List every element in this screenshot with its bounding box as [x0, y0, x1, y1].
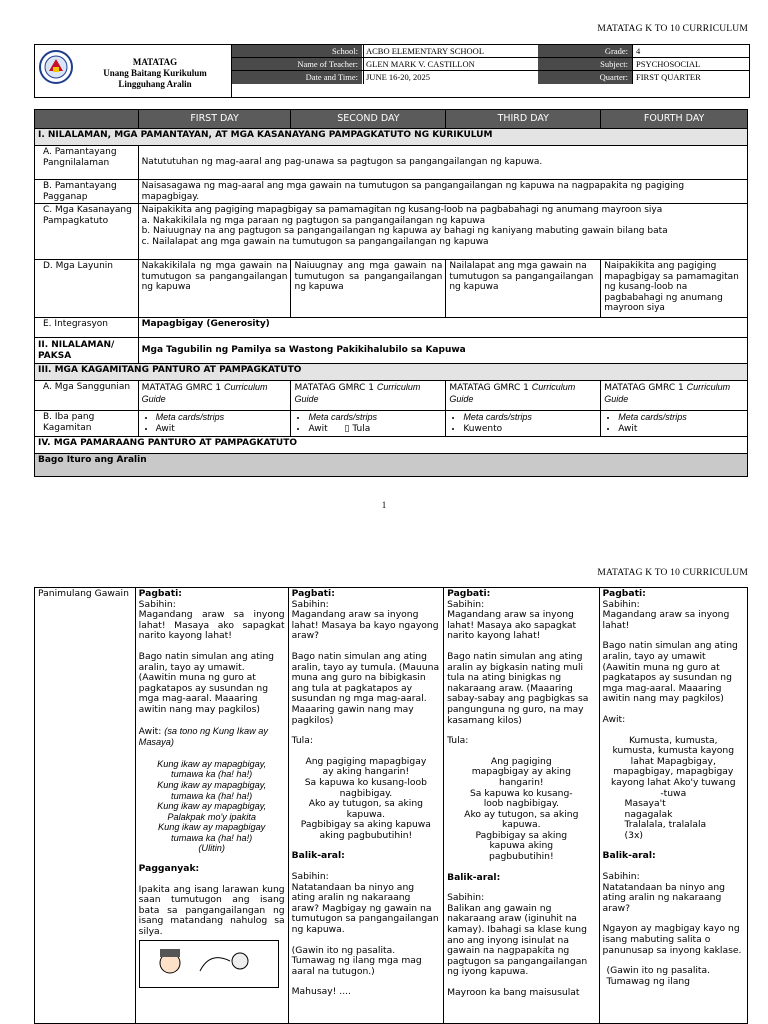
poem-line: Sa kapuwa ko kusang-loob	[304, 776, 427, 788]
grade-label: Grade:	[538, 45, 632, 57]
say-label: Sabihin:	[602, 871, 640, 883]
lyric-line: tumawa ka (ha! ha!)	[171, 769, 253, 780]
poem-line: Ang pagiging mapagbigay	[305, 755, 427, 767]
song-lyrics	[139, 759, 285, 854]
reference-suffix: Curriculum Guide	[294, 382, 421, 404]
lyric-line: kayong lahat Ako'y tuwang	[610, 776, 736, 788]
materials-day-2	[291, 411, 446, 437]
review-text: Natatandaan ba ninyo ang ating aralin ng nakaraang araw? Magbigay ng gawain na tumutugon sa pangangailangan ng kapuwa.	[291, 881, 439, 936]
say-label: Sabihin:	[291, 871, 329, 883]
row-label-other-materials: B. Iba pang Kagamitan	[35, 411, 139, 437]
song-lyrics	[603, 736, 744, 800]
poem-line: aking pagbubutihin!	[319, 829, 413, 841]
lyric-line: mapagbigay, mapagbigay	[613, 766, 734, 778]
section-1-heading: I. NILALAMAN, MGA PAMANTAYAN, AT MGA KASANAYANG PAMPAGKATUTO NG KURIKULUM	[35, 129, 748, 146]
competency-line: a. Nakakikilala ng mga paraan ng pagtugon sa pangangailangan ng kapuwa	[141, 215, 486, 226]
reference-prefix: MATATAG GMRC 1	[604, 383, 684, 393]
poem-line: mapagbigay ay aking	[471, 766, 571, 778]
curriculum-header: MATATAG K TO 10 CURRICULUM	[597, 568, 748, 578]
reference-day-1	[138, 381, 291, 411]
greeting-heading: Pagbati:	[138, 588, 182, 599]
instruction-note: (Gawin ito ng pasalita. Tumawag ng ilang	[606, 965, 711, 987]
material-text: Tula	[352, 423, 371, 434]
poem-lines	[292, 757, 440, 842]
material-item	[463, 412, 597, 424]
greeting-heading: Pagbati:	[602, 588, 646, 599]
reference-day-2	[291, 381, 446, 411]
say-label: Sabihin:	[291, 598, 329, 610]
activity-day-1	[135, 588, 288, 1024]
say-label: Sabihin:	[447, 598, 485, 610]
page-number: 1	[381, 500, 387, 510]
poem-line: pagbubutihin!	[488, 851, 554, 863]
day-header-4: FOURTH DAY	[601, 110, 748, 129]
materials-day-3	[446, 411, 601, 437]
lesson-header-table	[34, 44, 750, 98]
reference-day-4	[601, 381, 748, 411]
intro-text: Bago natin simulan ang ating aralin, tayo ay umawit (Aawitin muna ng guro at pagkatapos ay susundan ng mga mag-aaral. Maaaring awitin nang may pagkilos)	[602, 640, 738, 705]
lyric-line: -tuwa	[660, 787, 687, 799]
review-text: Balikan ang gawain ng nakaraang araw (iginuhit na kamay). Ibahagi sa klase kung ano ang inyong isinulat na gawain na nagpapakita ng pagtugon sa pangangailangan ng iyong kapuwa.	[447, 902, 588, 978]
row-label-b: B. Pamantayang Pagganap	[35, 180, 139, 204]
poem-line: kapuwa aking	[489, 840, 554, 852]
review-text-2: Ngayon ay magbigay kayo ng isang mabuting salita o panunusap sa inyong kaklase.	[602, 923, 742, 956]
lyric-line: (3x)	[624, 829, 643, 841]
poem-line: ay aking hangarin!	[322, 766, 410, 778]
teacher-label: Name of Teacher:	[232, 58, 362, 70]
say-label: Sabihin:	[602, 598, 640, 610]
greeting-heading: Pagbati:	[447, 588, 491, 599]
quarter-value: FIRST QUARTER	[632, 71, 750, 84]
reference-suffix: Curriculum Guide	[141, 382, 268, 404]
objective-day-3: Nailalapat ang mga gawain na tumutugon sa pangangailangan ng kapuwa	[446, 260, 601, 318]
row-label-a: A. Pamantayang Pangnilalaman	[35, 146, 139, 180]
song-heading	[139, 726, 285, 749]
material-item: • Awit	[156, 424, 288, 435]
reference-suffix: Curriculum Guide	[604, 382, 731, 404]
lyric-line: tumawa ka (ha! ha!)	[171, 790, 253, 801]
greeting-text: Magandang araw sa inyong lahat! Masaya ako sapagkat narito kayong lahat!	[138, 609, 285, 642]
material-text: Meta cards/strips	[463, 412, 532, 422]
poem-line: Pagbibigay sa aking	[475, 829, 568, 841]
title-line-2: Unang Baitang Kurikulum	[103, 68, 207, 78]
competency-line: Naipakikita ang pagiging mapagbigay sa pamamagitan ng kusang-loob na pagbabahagi ng anumang mayroon siya	[141, 205, 663, 215]
intro-text: Bago natin simulan ang ating aralin, tayo ay tumula. (Mauuna muna ang guro na bibigkasin ang tula at pagkatapos ay susundan ng mga mag-aaral. Maaaring gawin nang may pagkilos)	[291, 650, 440, 726]
poem-label: Tula:	[291, 735, 313, 747]
poem-line: loob nagbibigay.	[483, 798, 559, 810]
lyric-line: kumusta, kumusta kayong	[612, 745, 735, 757]
review-text: Natatandaan ba ninyo ang ating aralin ng nakaraang araw?	[602, 881, 726, 914]
song-label: Awit:	[138, 725, 162, 737]
activity-day-3	[444, 588, 599, 1024]
material-item: • Kuwento	[463, 424, 597, 435]
poem-lines	[447, 757, 595, 863]
blank-corner	[35, 110, 139, 129]
row-label-e: E. Integrasyon	[35, 318, 139, 338]
greeting-text: Magandang araw sa inyong lahat! Masaya ako sapagkat narito kayong lahat!	[447, 609, 577, 642]
materials-day-1	[138, 411, 291, 437]
subject-label: Subject:	[538, 58, 632, 70]
title-line-1: MATATAG	[132, 57, 178, 67]
say-label: Sabihin:	[447, 892, 485, 904]
poem-line: Ang pagiging	[490, 755, 552, 767]
lyric-line: Palakpak mo'y ipakita	[167, 811, 256, 822]
review-heading: Balik-aral:	[447, 871, 501, 883]
row-label-introductory: Panimulang Gawain	[35, 588, 136, 1024]
quarter-label: Quarter:	[538, 71, 632, 84]
motivation-heading: Pagganyak:	[138, 863, 200, 875]
missing-glyph-icon: ▯	[344, 423, 350, 434]
objective-day-1: Nakakikilala ng mga gawain na tumutugon sa pangangailangan ng kapuwa	[138, 260, 291, 318]
review-heading: Balik-aral:	[291, 850, 345, 862]
section-3-heading: III. MGA KAGAMITANG PANTURO AT PAMPAGKATUTO	[35, 364, 748, 381]
reference-prefix: MATATAG GMRC 1	[294, 383, 375, 393]
material-item	[308, 424, 442, 435]
lyric-line: Kung ikaw ay mapagbigay,	[157, 758, 267, 769]
reference-prefix: MATATAG GMRC 1	[449, 383, 529, 393]
poem-line: kapuwa.	[502, 819, 541, 831]
school-label: School:	[232, 45, 362, 57]
poem-line: hangarin!	[499, 776, 544, 788]
row-label-c: C. Mga Kasanayang Pampagkatuto	[35, 204, 139, 260]
day-header-1: FIRST DAY	[138, 110, 291, 129]
section-4-heading: IV. MGA PAMARAANG PANTURO AT PAMPAGKATUTO	[35, 437, 748, 454]
materials-day-4	[601, 411, 748, 437]
section-2-heading: II. NILALAMAN/ PAKSA	[35, 338, 139, 364]
song-lyrics-continued	[603, 799, 744, 841]
curriculum-header: MATATAG K TO 10 CURRICULUM	[597, 24, 748, 34]
poem-line: kapuwa.	[346, 808, 386, 820]
lyric-line: Tralalala, tralalala	[624, 819, 707, 831]
activity-day-4	[599, 588, 747, 1024]
lyric-line: Kung ikaw ay mapagbigay,	[157, 801, 267, 812]
illustration-image	[139, 940, 279, 988]
material-text: Meta cards/strips	[618, 412, 687, 422]
lyric-line: Kumusta, kumusta,	[628, 734, 718, 746]
header-grid	[231, 45, 750, 97]
topic: Mga Tagubilin ng Pamilya sa Wastong Pakikihalubilo sa Kapuwa	[138, 338, 747, 364]
lyric-line: Masaya't	[624, 798, 666, 810]
poem-line: Ako ay tutugon, sa aking	[308, 798, 423, 810]
song-label: Awit:	[602, 713, 626, 725]
title-line-3: Lingguhang Aralin	[118, 79, 192, 89]
lesson-title-block	[79, 45, 231, 97]
lyric-line: Kung ikaw ay mapagbigay	[158, 822, 266, 833]
material-item	[308, 412, 442, 424]
review-heading: Balik-aral:	[602, 850, 656, 862]
activity-day-2	[288, 588, 443, 1024]
material-item	[156, 412, 288, 424]
reference-suffix: Curriculum Guide	[449, 382, 576, 404]
greeting-text: Magandang araw sa inyong lahat!	[602, 609, 730, 631]
day-header-3: THIRD DAY	[446, 110, 601, 129]
instruction-note: (Gawin ito ng pasalita. Tumawag ng ilang mga mag aaral na tutugon.)	[291, 944, 422, 977]
poem-line: nagbibigay.	[339, 787, 393, 799]
school-value: ACBO ELEMENTARY SCHOOL	[363, 45, 537, 57]
content-standard: Natututuhan ng mag-aaral ang pag-unawa sa pagtugon sa pangangailangan ng kapuwa.	[138, 146, 747, 180]
reference-prefix: MATATAG GMRC 1	[141, 383, 222, 393]
teacher-value: GLEN MARK V. CASTILLON	[363, 58, 537, 70]
deped-seal-icon	[35, 45, 77, 97]
lyric-line: nagagalak	[624, 808, 673, 820]
material-text: Awit	[308, 423, 328, 434]
material-item	[618, 412, 744, 424]
lesson-plan-table	[34, 109, 748, 477]
lyric-line: tumawa ka (ha! ha!)	[171, 832, 253, 843]
trailing-text: Mayroon ka bang maisusulat	[447, 987, 580, 998]
integration: Mapagbigay (Generosity)	[138, 318, 747, 338]
activity-table	[34, 587, 748, 1024]
lyric-line: lahat Mapagbigay,	[630, 755, 716, 767]
poem-line: Ako ay tutugon, sa aking	[464, 808, 579, 820]
objective-day-2: Naiuugnay ang mga gawain na tumutugon sa pangangailangan ng kapuwa	[291, 260, 446, 318]
reference-day-3	[446, 381, 601, 411]
material-text: Meta cards/strips	[308, 412, 378, 422]
greeting-text: Magandang araw sa inyong lahat! Masaya ba kayo ngayong araw?	[291, 609, 439, 642]
grade-value: 4	[632, 45, 750, 57]
competency-line: b. Naiuugnay na ang pagtugon sa pangangailangan ng kapuwa ay bahagi ng kaniyang mabuting gawain bilang bata	[141, 226, 668, 236]
say-label: Sabihin:	[138, 598, 176, 610]
subsection-before-lesson: Bago Ituro ang Aralin	[35, 454, 748, 477]
performance-standard: Naisasagawa ng mag-aaral ang mga gawain na tumutugon sa pangangailangan ng kapuwa na nagpapakita ng pagiging mapagbigay.	[138, 180, 747, 204]
lyric-line: (Ulitin)	[198, 843, 225, 854]
material-item: • Awit	[618, 424, 744, 435]
date-value: JUNE 16-20, 2025	[363, 71, 537, 84]
motivation-text: Ipakita ang isang larawan kung saan tumutugon ang isang bata sa pangangailangan ng isang matandang nahulog sa silya.	[138, 883, 285, 938]
poem-line: Sa kapuwa ko kusang-	[469, 787, 573, 799]
trailing-text: Mahusay! ....	[291, 986, 351, 998]
competency-line: c. Nailalapat ang mga gawain na tumutugon sa pangangailangan ng kapuwa	[141, 236, 489, 247]
objective-day-4: Naipakikita ang pagiging mapagbigay sa pamamagitan ng kusang-loob na pagbabahagi ng anumang mayroon siya	[601, 260, 748, 318]
lyric-line: Kung ikaw ay mapagbigay,	[157, 779, 267, 790]
learning-competencies	[138, 204, 747, 260]
row-label-d: D. Mga Layunin	[35, 260, 139, 318]
row-label-references: A. Mga Sanggunian	[35, 381, 139, 411]
material-text: Meta cards/strips	[155, 412, 225, 422]
intro-text: Bago natin simulan ang ating aralin, tayo ay umawit. (Aawitin muna ng guro at pagkatapos ay susundan ng mga mag-aaral. Maaaring awitin nang may pagkilos)	[138, 650, 275, 715]
intro-text: Bago natin simulan ang ating aralin ay bigkasin nating muli tula na ating binigkas ng nakaraang araw. (Maaaring sabay-sabay ang pagbigkas sa pangunguna ng guro, na may kasamang kilos)	[447, 650, 589, 726]
song-tune: (sa tono ng Kung Ikaw ay Masaya)	[138, 725, 268, 748]
day-header-2: SECOND DAY	[291, 110, 446, 129]
poem-label: Tula:	[447, 735, 469, 747]
subject-value: PSYCHOSOCIAL	[632, 58, 750, 70]
poem-line: Pagbibigay sa aking kapuwa	[300, 819, 431, 831]
greeting-heading: Pagbati:	[291, 588, 335, 599]
date-label: Date and Time:	[232, 71, 362, 84]
